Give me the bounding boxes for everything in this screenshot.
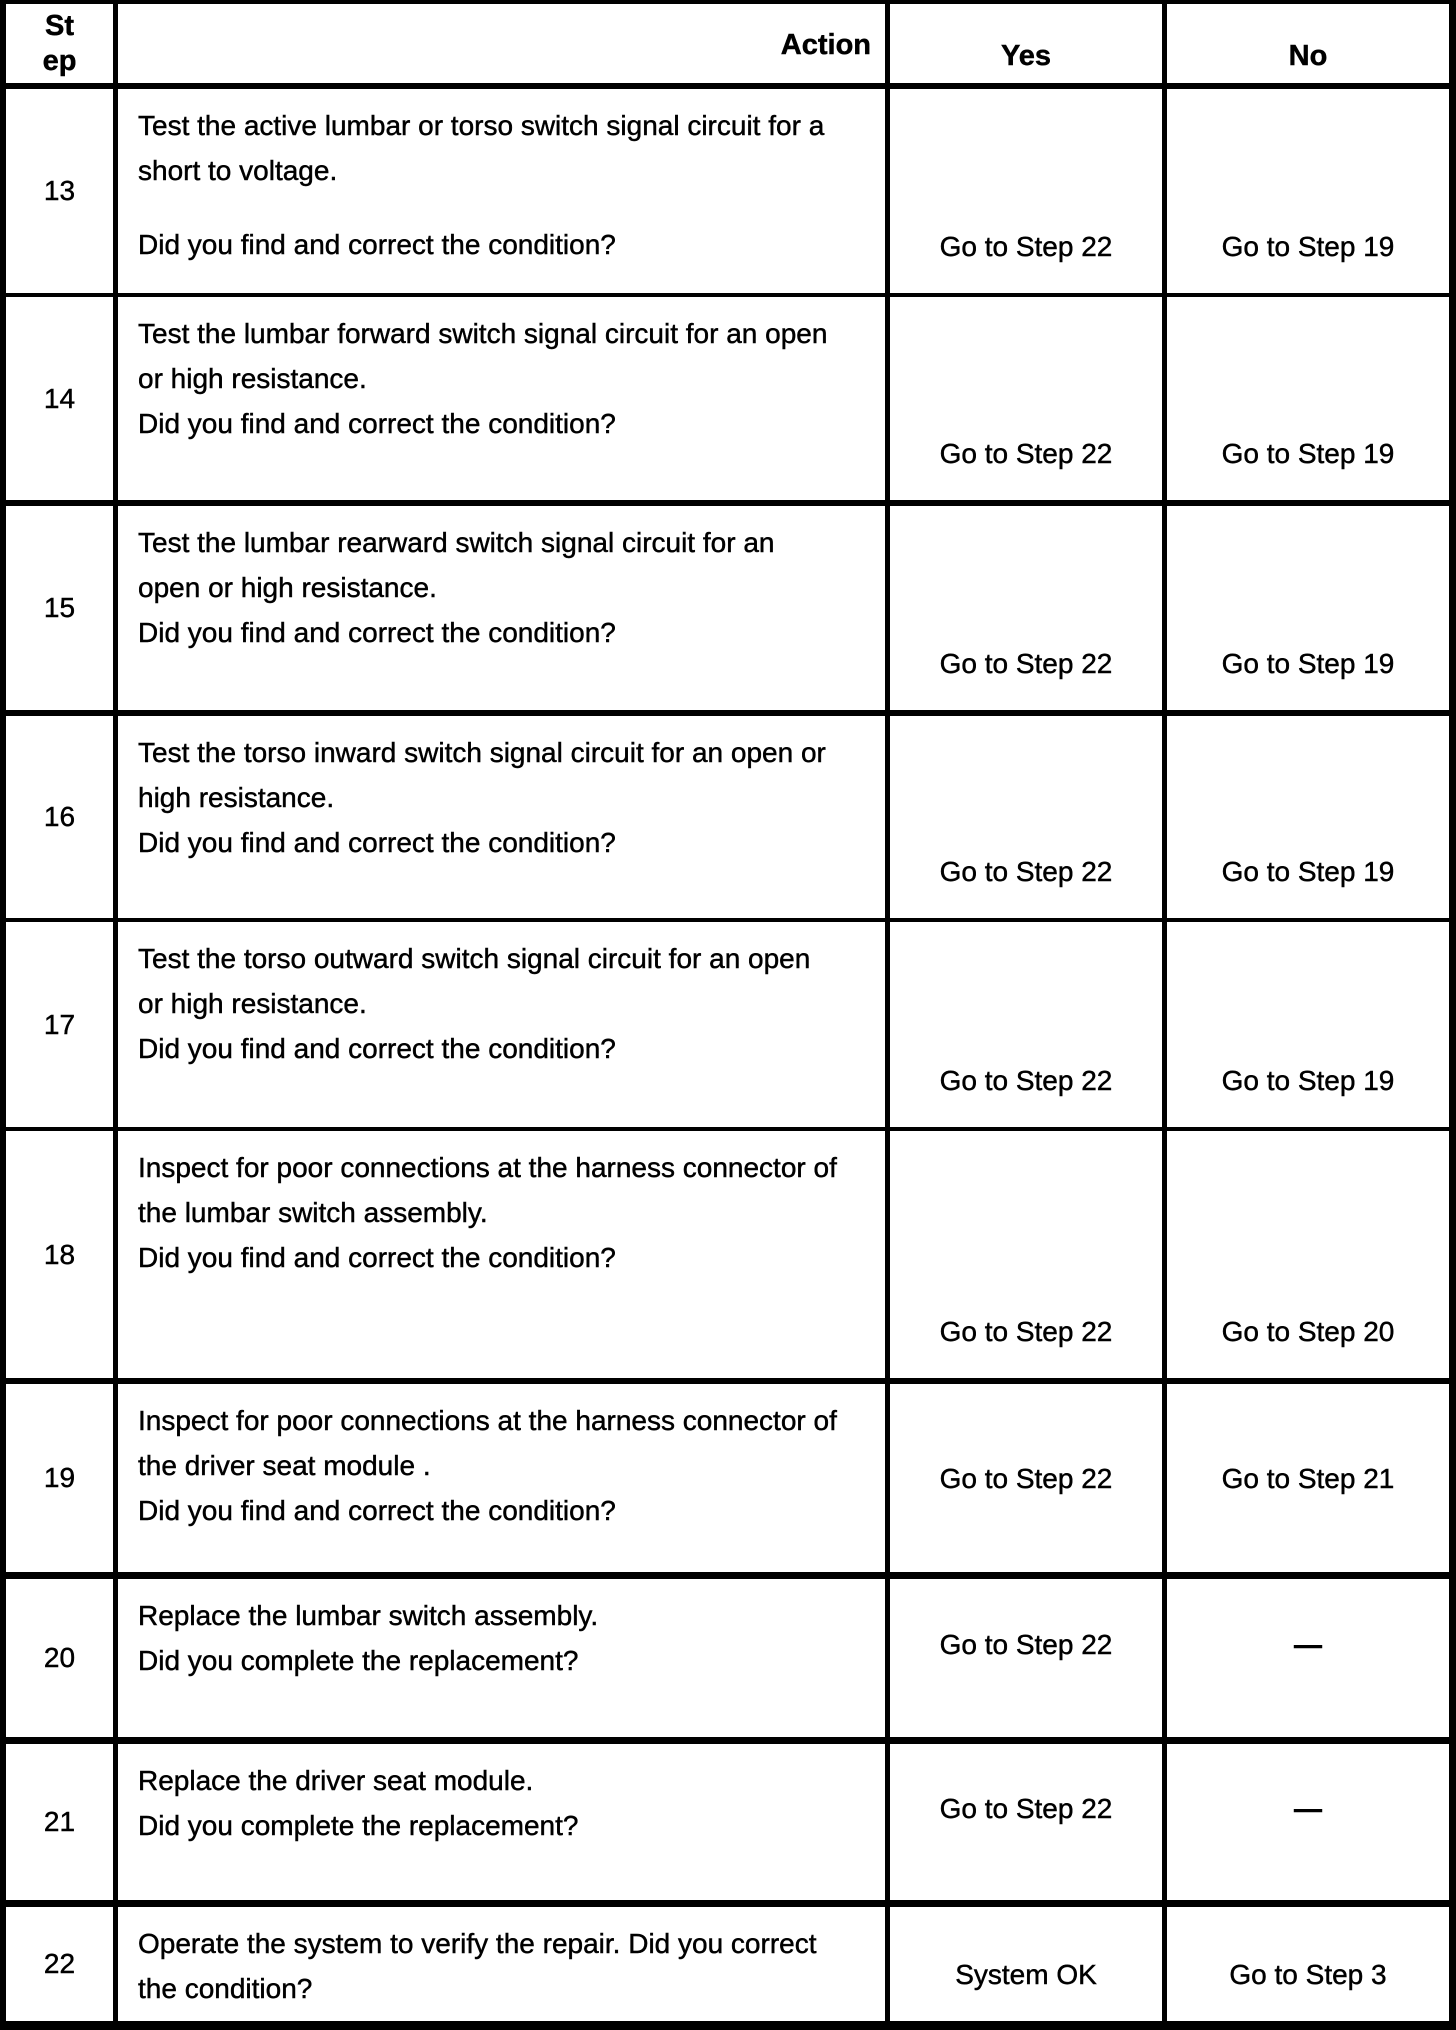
- table-row-step-16: [6, 710, 1449, 918]
- action-cell: [118, 297, 890, 500]
- action-cell: [118, 1579, 890, 1737]
- step-number-cell: 18: [6, 1131, 118, 1378]
- action-question: Did you find and correct the condition?: [138, 1242, 616, 1273]
- yes-cell: Go to Step 22: [890, 716, 1167, 918]
- action-question: Did you find and correct the condition?: [138, 617, 616, 648]
- action-cell: [118, 506, 890, 710]
- action-cell: [118, 1131, 890, 1378]
- step-number-cell: 19: [6, 1384, 118, 1572]
- action-line: high resistance.: [138, 782, 335, 813]
- no-cell: Go to Step 19: [1221, 1065, 1395, 1096]
- action-question: Did you find and correct the condition?: [138, 827, 616, 858]
- action-line: Test the torso outward switch signal circuit for an open: [138, 943, 811, 974]
- action-line: the condition?: [138, 1973, 313, 2004]
- no-cell: Go to Step 20: [1221, 1316, 1395, 1347]
- col-header-yes: Yes: [890, 4, 1167, 83]
- action-line: the driver seat module .: [138, 1450, 431, 1481]
- no-cell: Go to Step 19: [1221, 648, 1395, 679]
- action-line: short to voltage.: [138, 155, 338, 186]
- step-number-cell: 20: [6, 1579, 118, 1737]
- action-cell: [118, 922, 890, 1127]
- action-question: Did you find and correct the condition?: [138, 229, 616, 260]
- action-line: Replace the driver seat module.: [138, 1765, 534, 1796]
- action-line: open or high resistance.: [138, 572, 437, 603]
- step-number-cell: 16: [6, 716, 118, 918]
- yes-cell: System OK: [890, 1907, 1167, 2021]
- table-row-step-22: [6, 1900, 1449, 2021]
- yes-cell: Go to Step 22: [890, 506, 1167, 710]
- no-cell: Go to Step 19: [1221, 231, 1395, 262]
- col-header-no: No: [1288, 40, 1328, 72]
- no-cell: Go to Step 3: [1229, 1959, 1387, 1990]
- action-line: Test the lumbar rearward switch signal circuit for an: [138, 527, 775, 558]
- action-line: Test the lumbar forward switch signal circuit for an open: [138, 318, 828, 349]
- action-cell: [118, 716, 890, 918]
- no-cell: Go to Step 19: [1221, 856, 1395, 887]
- yes-cell: Go to Step 22: [890, 1744, 1167, 1900]
- col-header-action: Action: [118, 4, 890, 83]
- action-question: Did you complete the replacement?: [138, 1810, 579, 1841]
- no-cell: Go to Step 21: [1221, 1462, 1395, 1494]
- table-row-step-19: [6, 1378, 1449, 1572]
- action-line: Replace the lumbar switch assembly.: [138, 1600, 599, 1631]
- yes-cell: Go to Step 22: [890, 1384, 1167, 1572]
- yes-cell: Go to Step 22: [890, 922, 1167, 1127]
- table-row-step-14: [6, 293, 1449, 500]
- table-row-step-21: [6, 1737, 1449, 1900]
- step-number-cell: 22: [6, 1907, 118, 2021]
- step-number-cell: 17: [6, 922, 118, 1127]
- yes-cell: Go to Step 22: [890, 1131, 1167, 1378]
- action-line: or high resistance.: [138, 988, 367, 1019]
- action-line: Inspect for poor connections at the harness connector of: [138, 1405, 837, 1436]
- step-number-cell: 13: [6, 89, 118, 293]
- col-header-step-line2: ep: [42, 44, 77, 77]
- action-line: Inspect for poor connections at the harness connector of: [138, 1152, 837, 1183]
- yes-cell: Go to Step 22: [890, 297, 1167, 500]
- action-question: Did you find and correct the condition?: [138, 1033, 616, 1064]
- action-line: or high resistance.: [138, 363, 367, 394]
- action-line: Test the active lumbar or torso switch signal circuit for a: [138, 110, 825, 141]
- col-header-step: [6, 4, 118, 83]
- table-row-step-18: [6, 1127, 1449, 1378]
- table-row-step-20: [6, 1572, 1449, 1737]
- action-line: the lumbar switch assembly.: [138, 1197, 488, 1228]
- step-number-cell: 21: [6, 1744, 118, 1900]
- action-cell: [118, 1384, 890, 1572]
- action-line: Operate the system to verify the repair. Did you correct: [138, 1928, 817, 1959]
- action-question: Did you complete the replacement?: [138, 1645, 579, 1676]
- no-cell: Go to Step 19: [1221, 438, 1395, 469]
- no-cell: —: [1294, 1792, 1322, 1824]
- action-line: Test the torso inward switch signal circuit for an open or: [138, 737, 826, 768]
- yes-cell: Go to Step 22: [890, 89, 1167, 293]
- action-cell: [118, 1744, 890, 1900]
- table-row-step-15: [6, 500, 1449, 710]
- step-number-cell: 15: [6, 506, 118, 710]
- step-number-cell: 14: [6, 297, 118, 500]
- action-question: Did you find and correct the condition?: [138, 1495, 616, 1526]
- no-cell: —: [1294, 1628, 1322, 1660]
- action-question: Did you find and correct the condition?: [138, 408, 616, 439]
- table-row-step-17: [6, 918, 1449, 1127]
- table-row-step-13: [6, 83, 1449, 293]
- header-row: [6, 4, 1449, 83]
- action-cell: [118, 1907, 890, 2021]
- action-cell: [118, 89, 890, 293]
- col-header-step-line1: St: [45, 9, 74, 42]
- yes-cell: Go to Step 22: [890, 1579, 1167, 1737]
